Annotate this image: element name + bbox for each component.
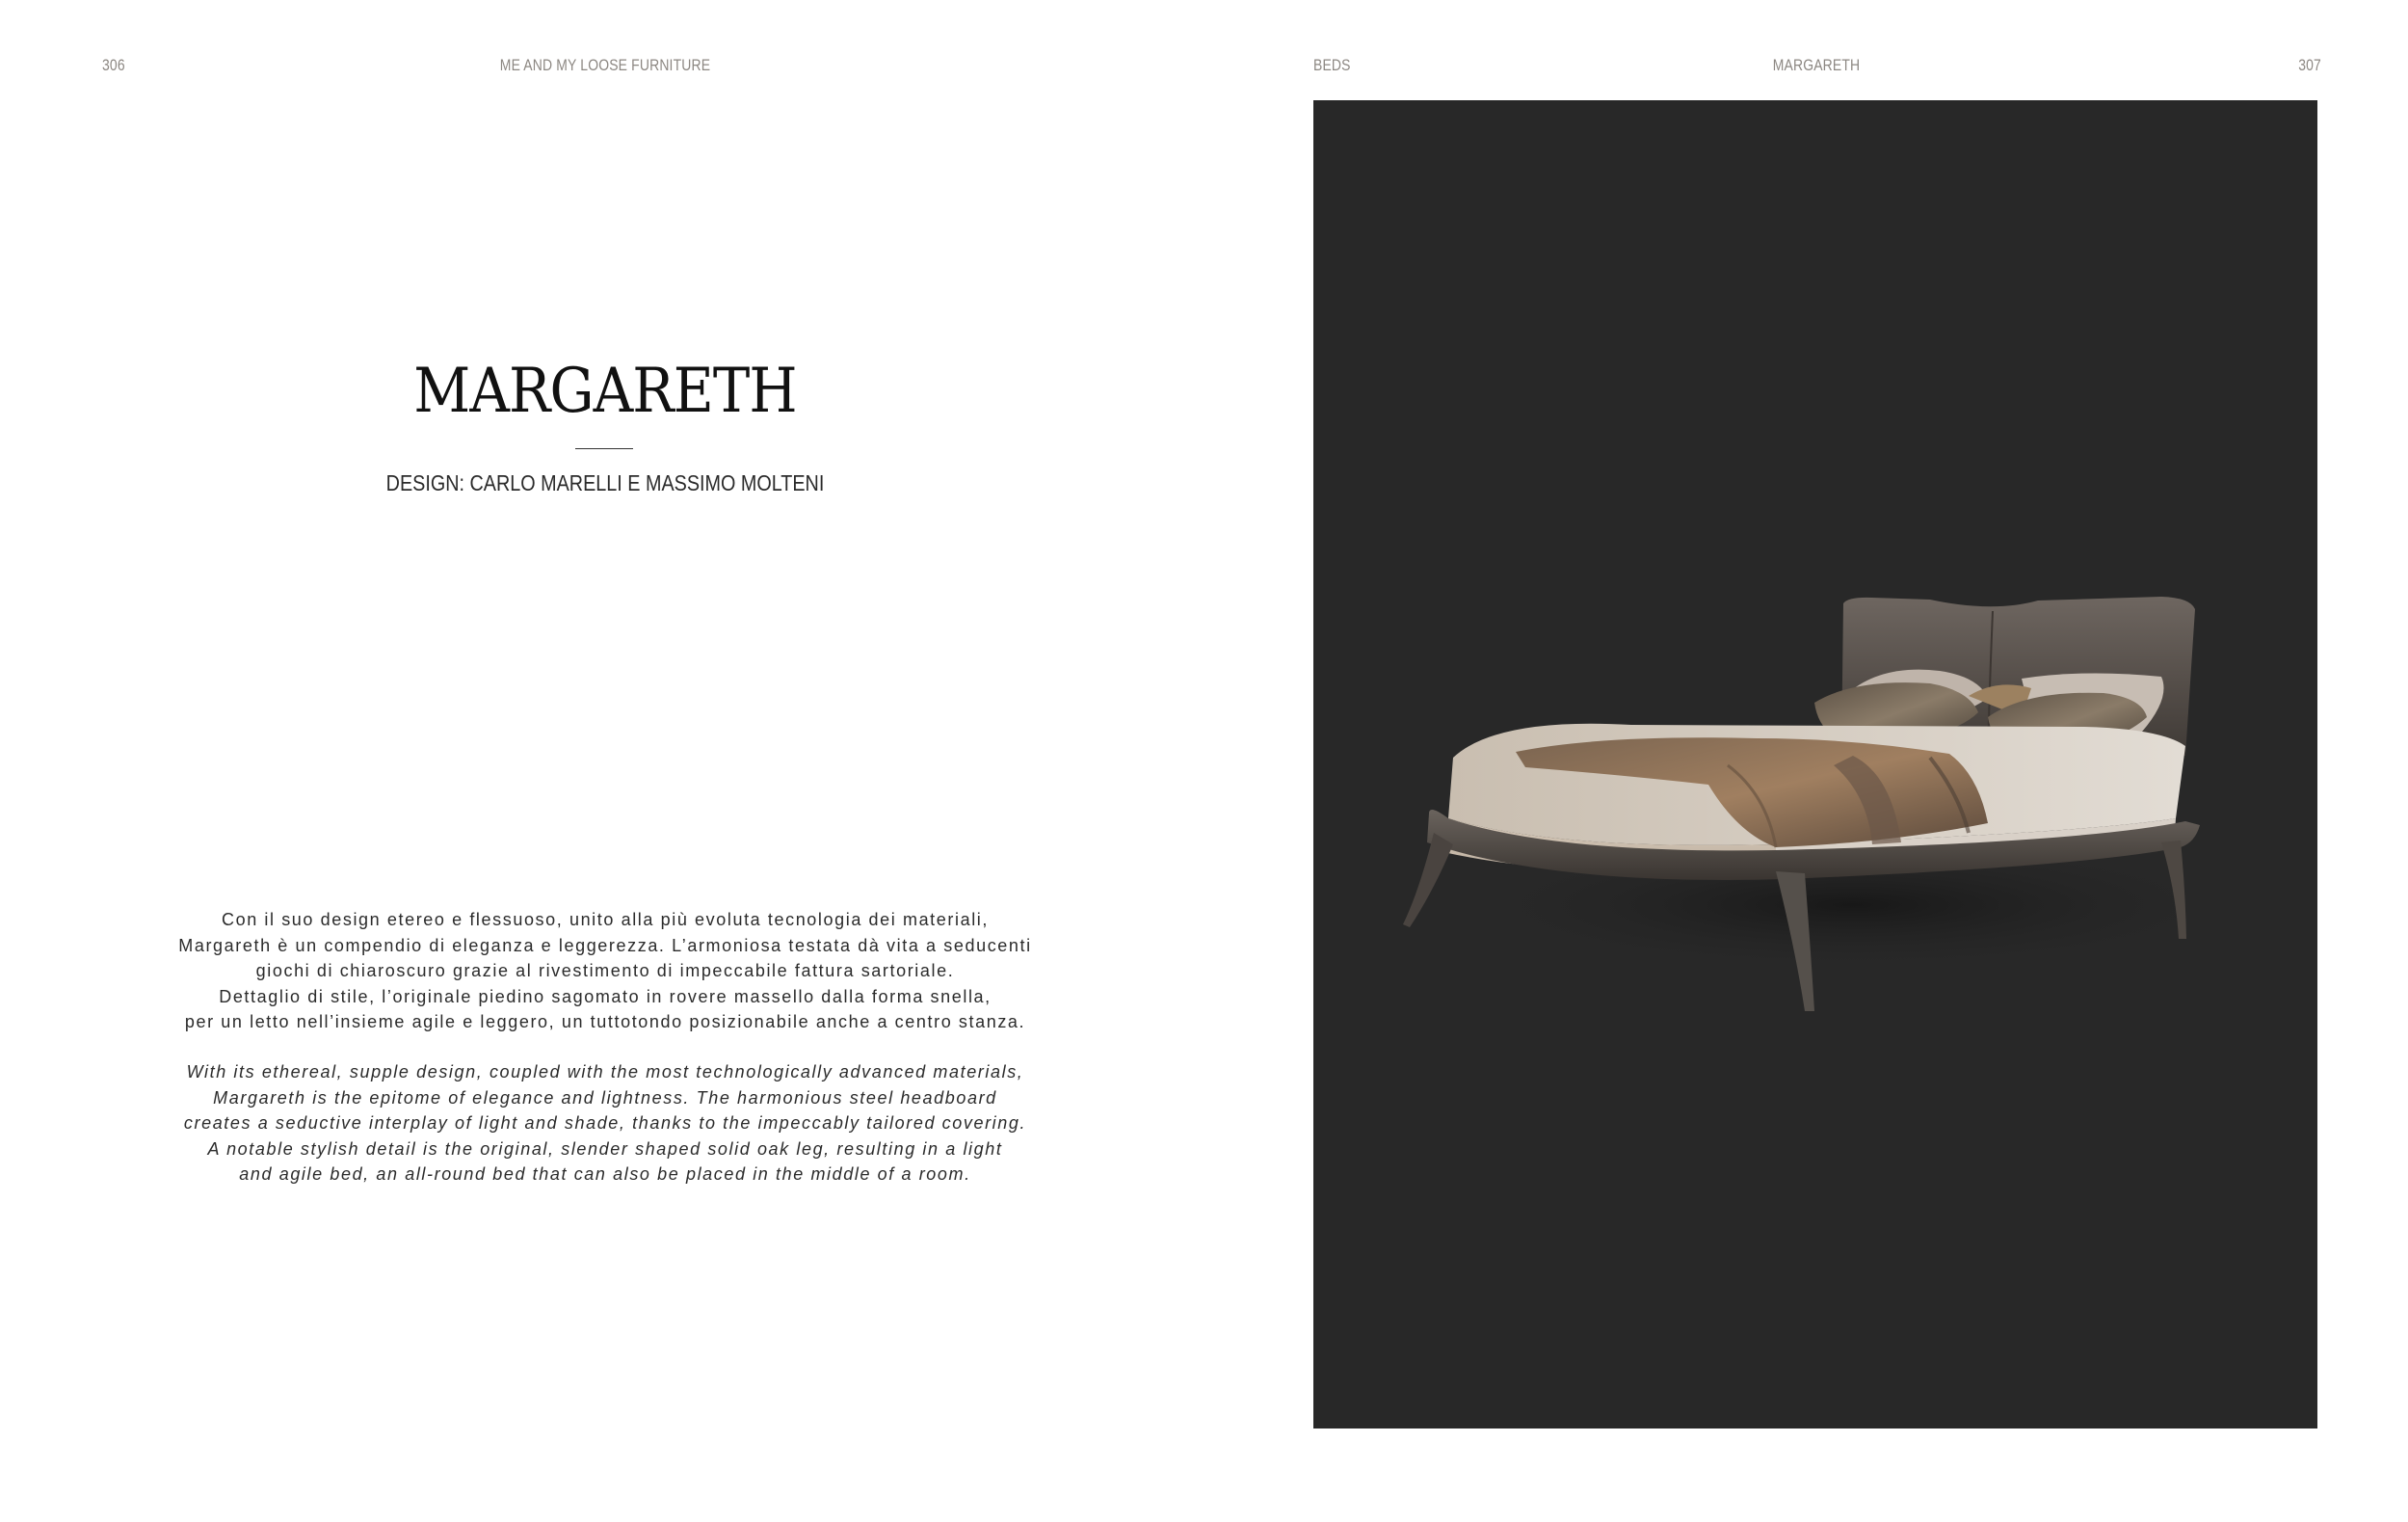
description-line: Dettaglio di stile, l’originale piedino sagomato in rovere massello dalla forma snella, bbox=[219, 986, 992, 1006]
section-label: BEDS bbox=[1313, 56, 1351, 74]
product-photo bbox=[1313, 100, 2317, 1429]
page-number-left: 306 bbox=[102, 56, 125, 74]
description-line: giochi di chiaroscuro grazie al rivestimento di impeccabile fattura sartoriale. bbox=[255, 961, 955, 981]
description-english bbox=[145, 1059, 1066, 1188]
description-line: and agile bed, an all-round bed that can also be placed in the middle of a room. bbox=[239, 1164, 971, 1185]
description-line: A notable stylish detail is the original, slender shaped solid oak leg, resulting in a light bbox=[207, 1138, 1003, 1159]
description-line: creates a seductive interplay of light and shade, thanks to the impeccably tailored covering. bbox=[183, 1113, 1027, 1134]
bed-illustration bbox=[1313, 100, 2317, 1429]
description-line: Margareth è un compendio di eleganza e leggerezza. L’armoniosa testata dà vita a seducenti bbox=[178, 935, 1032, 955]
description-line: Con il suo design etereo e flessuoso, unito alla più evoluta tecnologia dei materiali, bbox=[221, 910, 989, 929]
running-title-right: MARGARETH bbox=[1772, 56, 1861, 74]
running-title-left: ME AND MY LOOSE FURNITURE bbox=[499, 56, 711, 74]
description-line: Margareth is the epitome of elegance and lightness. The harmonious steel headboard bbox=[213, 1087, 997, 1108]
product-title: MARGARETH bbox=[413, 356, 797, 427]
description-italian bbox=[145, 907, 1066, 1035]
title-divider bbox=[575, 448, 633, 449]
designer-credit: DESIGN: CARLO MARELLI E MASSIMO MOLTENI bbox=[385, 470, 825, 495]
description-line: With its ethereal, supple design, coupled with the most technologically advanced materials, bbox=[186, 1062, 1024, 1081]
page-number-right: 307 bbox=[2298, 56, 2321, 74]
description-line: per un letto nell’insieme agile e leggero, un tuttotondo posizionabile anche a centro stanza. bbox=[184, 1012, 1026, 1032]
